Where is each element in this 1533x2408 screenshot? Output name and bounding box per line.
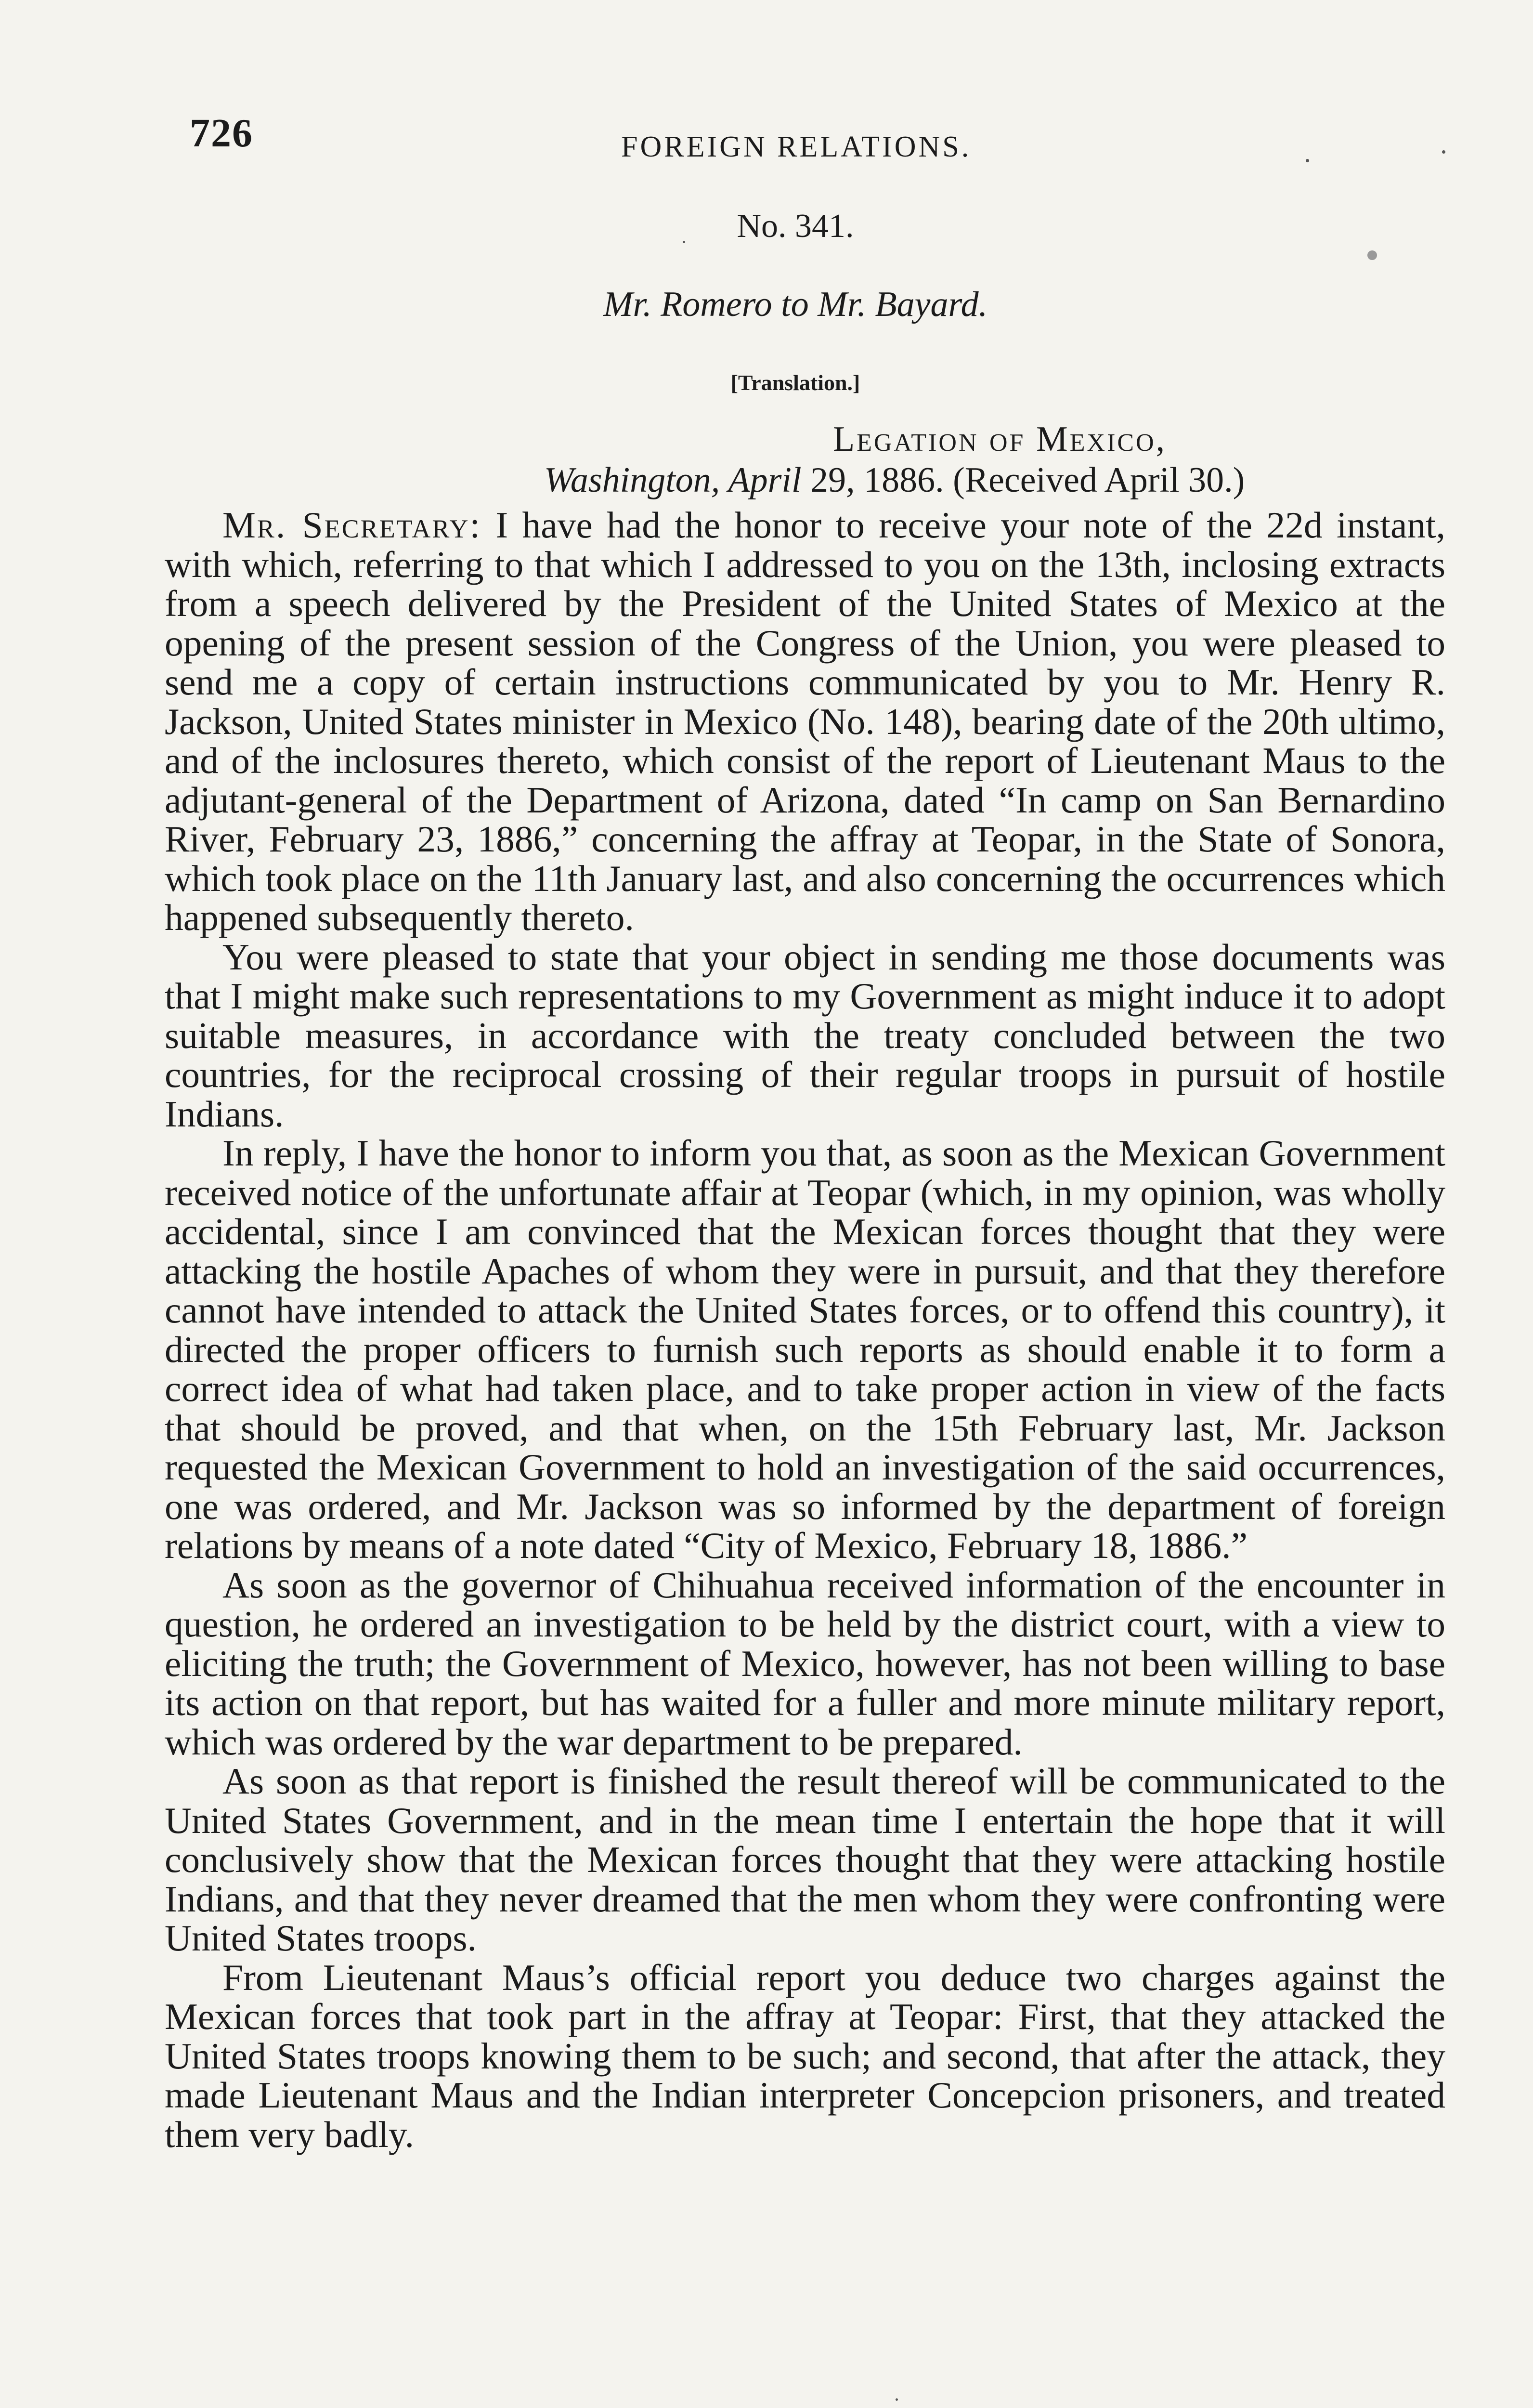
paragraph-5: As soon as that report is finished the result thereof will be communicated to the United States Government, and in the mean time I entertain the hope that it will conclusively show that the Mexican forces thought that they were attacking hostile Indians, and that they never dreamed that the men whom they were confronting were United States troops. — [165, 1760, 1445, 1959]
paragraph-1-text: I have had the honor to receive your note of the 22d instant, with which, referring to that which I addressed to you on the 13th, inclosing extracts from a speech delivered by the President of the United States of Mexico at the opening of the present session of the Congress of the Union, you were pleased to send me a copy of certain instructions communicated by you to Mr. Henry R. Jackson, United States minister in Mexico (No. 148), bearing date of the 20th ultimo, and of the inclosures thereto, which consist of the report of Lieutenant Maus to the adjutant-general of the Department of Arizona, dated “In camp on San Bernardino River, February 23, 1886,” concerning the affray at Teopar, in the State of Sonora, which took place on the 11th January last, and also concerning the occurrences which happened subsequently thereto. — [165, 504, 1446, 938]
scan-speck — [896, 2398, 898, 2401]
legation-heading: Legation of Mexico, — [833, 419, 1167, 459]
running-head: FOREIGN RELATIONS. — [621, 131, 972, 163]
dateline — [544, 460, 1245, 501]
scan-speck — [1367, 250, 1377, 260]
document-title: Mr. Romero to Mr. Bayard. — [603, 285, 988, 324]
page-number: 726 — [190, 111, 253, 156]
paragraph-2: You were pleased to state that your object in sending me those documents was that I might make such representations to my Government as might induce it to adopt suitable measures, in accordance with the treaty concluded between the two countries, for the reciprocal crossing of their regular troops in pursuit of hostile Indians. — [165, 936, 1445, 1135]
scan-speck — [1306, 159, 1309, 162]
paragraph-1 — [165, 506, 1445, 938]
salutation: Mr. Secretary: — [222, 504, 481, 546]
paragraph-4: As soon as the governor of Chihuahua received information of the encounter in question, he ordered an investigation to be held by the district court, with a view to eliciting the truth; the Government of Mexico, however, has not been willing to base its action on that report, but has waited for a fuller and more minute military report, which was ordered by the war department to be prepared. — [165, 1564, 1445, 1763]
translation-note: [Translation.] — [730, 370, 860, 395]
paragraph-6: From Lieutenant Maus’s official report you deduce two charges against the Mexican forces that took part in the affray at Teopar: First, that they attacked the United States troops knowing them to be such; and second, that after the attack, they made Lieutenant Maus and the Indian interpreter Concepcion prisoners, and treated them very badly. — [165, 1956, 1445, 2155]
paragraph-3: In reply, I have the honor to inform you that, as soon as the Mexican Government received notice of the unfortunate affair at Teopar (which, in my opinion, was wholly accidental, since I am convinced that the Mexican forces thought that they were attacking the hostile Apaches of whom they were in pursuit, and that they therefore cannot have intended to attack the United States forces, or to offend this country), it directed the proper officers to furnish such reports as should enable it to form a correct idea of what had taken place, and to take proper action in view of the facts that should be proved, and that when, on the 15th February last, Mr. Jackson requested the Mexican Government to hold an investigation of the said occurrences, one was ordered, and Mr. Jackson was so informed by the department of foreign relations by means of a note dated “City of Mexico, February 18, 1886.” — [165, 1132, 1445, 1566]
document-number: No. 341. — [737, 208, 854, 245]
scan-speck — [1442, 150, 1445, 154]
dateline-place: Washington, April — [544, 460, 802, 500]
letter-body — [165, 506, 1445, 2154]
scan-speck — [683, 241, 685, 243]
dateline-date: 29, 1886. (Received April 30.) — [810, 460, 1245, 500]
